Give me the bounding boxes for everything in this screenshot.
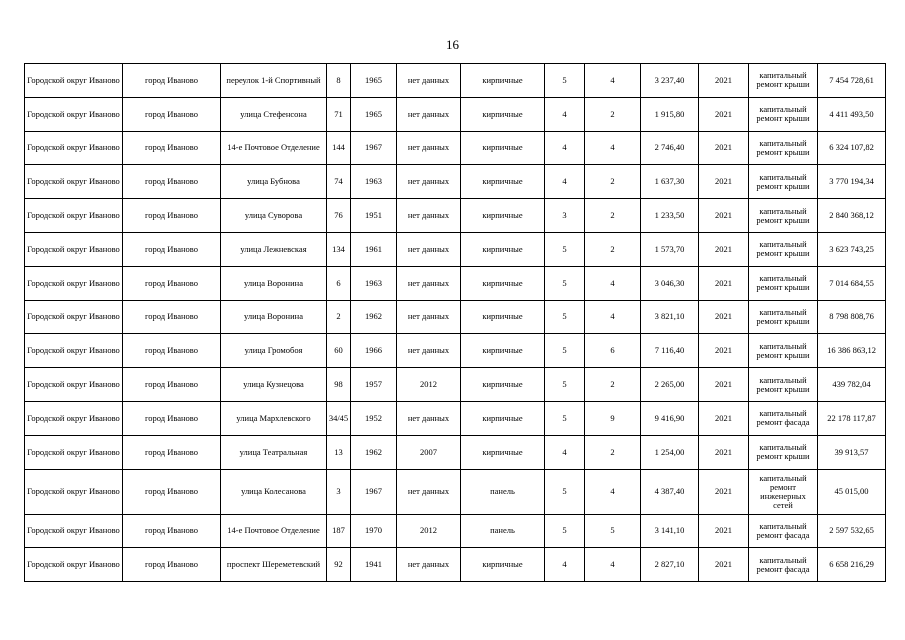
cost-cell: 22 178 117,87	[818, 401, 886, 435]
city-cell: город Иваново	[123, 131, 221, 165]
area-cell: 2 265,00	[641, 368, 699, 402]
entrances-cell: 2	[585, 97, 641, 131]
city-cell: город Иваново	[123, 97, 221, 131]
entrances-cell: 4	[585, 266, 641, 300]
district-cell: Городской округ Иваново	[25, 469, 123, 514]
year-built-cell: 1961	[351, 232, 397, 266]
plan-year-cell: 2021	[699, 401, 749, 435]
year-built-cell: 1970	[351, 514, 397, 548]
cost-cell: 6 658 216,29	[818, 548, 886, 582]
work-type-cell: капитальный ремонт крыши	[749, 131, 818, 165]
page-number: 16	[446, 37, 459, 52]
overhaul-year-cell: нет данных	[397, 401, 461, 435]
street-cell: улица Колесанова	[221, 469, 327, 514]
street-cell: проспект Шереметевский	[221, 548, 327, 582]
table-row	[25, 97, 886, 131]
year-built-cell: 1967	[351, 131, 397, 165]
work-type-cell: капитальный ремонт крыши	[749, 368, 818, 402]
cost-cell: 6 324 107,82	[818, 131, 886, 165]
city-cell: город Иваново	[123, 514, 221, 548]
entrances-cell: 4	[585, 548, 641, 582]
year-built-cell: 1941	[351, 548, 397, 582]
entrances-cell: 2	[585, 368, 641, 402]
wall-material-cell: кирпичные	[461, 165, 545, 199]
cost-cell: 7 454 728,61	[818, 64, 886, 98]
district-cell: Городской округ Иваново	[25, 334, 123, 368]
district-cell: Городской округ Иваново	[25, 300, 123, 334]
entrances-cell: 6	[585, 334, 641, 368]
area-cell: 1 233,50	[641, 199, 699, 233]
district-cell: Городской округ Иваново	[25, 266, 123, 300]
work-type-cell: капитальный ремонт крыши	[749, 334, 818, 368]
street-cell: улица Суворова	[221, 199, 327, 233]
year-built-cell: 1965	[351, 97, 397, 131]
plan-year-cell: 2021	[699, 368, 749, 402]
cost-cell: 4 411 493,50	[818, 97, 886, 131]
house-number-cell: 98	[327, 368, 351, 402]
entrances-cell: 2	[585, 435, 641, 469]
plan-year-cell: 2021	[699, 300, 749, 334]
table-row	[25, 64, 886, 98]
city-cell: город Иваново	[123, 548, 221, 582]
house-number-cell: 13	[327, 435, 351, 469]
cost-cell: 7 014 684,55	[818, 266, 886, 300]
house-number-cell: 60	[327, 334, 351, 368]
house-number-cell: 134	[327, 232, 351, 266]
table-row	[25, 131, 886, 165]
floors-cell: 5	[545, 514, 585, 548]
overhaul-year-cell: 2012	[397, 368, 461, 402]
entrances-cell: 4	[585, 300, 641, 334]
area-cell: 1 637,30	[641, 165, 699, 199]
floors-cell: 5	[545, 300, 585, 334]
street-cell: улица Воронина	[221, 266, 327, 300]
table-row	[25, 300, 886, 334]
city-cell: город Иваново	[123, 435, 221, 469]
city-cell: город Иваново	[123, 334, 221, 368]
wall-material-cell: кирпичные	[461, 131, 545, 165]
district-cell: Городской округ Иваново	[25, 548, 123, 582]
district-cell: Городской округ Иваново	[25, 165, 123, 199]
overhaul-year-cell: 2007	[397, 435, 461, 469]
table-row	[25, 232, 886, 266]
plan-year-cell: 2021	[699, 64, 749, 98]
table-row	[25, 199, 886, 233]
entrances-cell: 4	[585, 131, 641, 165]
work-type-cell: капитальный ремонт крыши	[749, 199, 818, 233]
table-row	[25, 266, 886, 300]
district-cell: Городской округ Иваново	[25, 131, 123, 165]
area-cell: 2 827,10	[641, 548, 699, 582]
area-cell: 2 746,40	[641, 131, 699, 165]
house-number-cell: 3	[327, 469, 351, 514]
overhaul-year-cell: нет данных	[397, 64, 461, 98]
year-built-cell: 1966	[351, 334, 397, 368]
area-cell: 7 116,40	[641, 334, 699, 368]
street-cell: улица Мархлевского	[221, 401, 327, 435]
house-number-cell: 144	[327, 131, 351, 165]
cost-cell: 3 770 194,34	[818, 165, 886, 199]
house-number-cell: 187	[327, 514, 351, 548]
year-built-cell: 1957	[351, 368, 397, 402]
city-cell: город Иваново	[123, 232, 221, 266]
plan-year-cell: 2021	[699, 232, 749, 266]
overhaul-year-cell: нет данных	[397, 165, 461, 199]
city-cell: город Иваново	[123, 300, 221, 334]
cost-cell: 39 913,57	[818, 435, 886, 469]
year-built-cell: 1965	[351, 64, 397, 98]
wall-material-cell: кирпичные	[461, 97, 545, 131]
street-cell: улица Кузнецова	[221, 368, 327, 402]
plan-year-cell: 2021	[699, 514, 749, 548]
work-type-cell: капитальный ремонт крыши	[749, 266, 818, 300]
overhaul-year-cell: нет данных	[397, 334, 461, 368]
entrances-cell: 9	[585, 401, 641, 435]
year-built-cell: 1962	[351, 300, 397, 334]
floors-cell: 5	[545, 232, 585, 266]
overhaul-year-cell: нет данных	[397, 548, 461, 582]
floors-cell: 4	[545, 97, 585, 131]
street-cell: 14-е Почтовое Отделение	[221, 131, 327, 165]
city-cell: город Иваново	[123, 469, 221, 514]
entrances-cell: 5	[585, 514, 641, 548]
wall-material-cell: кирпичные	[461, 300, 545, 334]
table-row	[25, 435, 886, 469]
wall-material-cell: кирпичные	[461, 232, 545, 266]
plan-year-cell: 2021	[699, 435, 749, 469]
overhaul-year-cell: нет данных	[397, 199, 461, 233]
area-cell: 3 821,10	[641, 300, 699, 334]
work-type-cell: капитальный ремонт фасада	[749, 514, 818, 548]
plan-year-cell: 2021	[699, 266, 749, 300]
cost-cell: 2 597 532,65	[818, 514, 886, 548]
street-cell: 14-е Почтовое Отделение	[221, 514, 327, 548]
house-number-cell: 92	[327, 548, 351, 582]
city-cell: город Иваново	[123, 266, 221, 300]
district-cell: Городской округ Иваново	[25, 232, 123, 266]
wall-material-cell: кирпичные	[461, 401, 545, 435]
city-cell: город Иваново	[123, 401, 221, 435]
floors-cell: 5	[545, 266, 585, 300]
district-cell: Городской округ Иваново	[25, 435, 123, 469]
house-number-cell: 76	[327, 199, 351, 233]
plan-year-cell: 2021	[699, 199, 749, 233]
street-cell: улица Лежневская	[221, 232, 327, 266]
cost-cell: 439 782,04	[818, 368, 886, 402]
work-type-cell: капитальный ремонт крыши	[749, 300, 818, 334]
street-cell: улица Воронина	[221, 300, 327, 334]
plan-year-cell: 2021	[699, 165, 749, 199]
overhaul-year-cell: нет данных	[397, 131, 461, 165]
house-number-cell: 71	[327, 97, 351, 131]
area-cell: 1 915,80	[641, 97, 699, 131]
plan-year-cell: 2021	[699, 469, 749, 514]
city-cell: город Иваново	[123, 368, 221, 402]
entrances-cell: 4	[585, 64, 641, 98]
entrances-cell: 2	[585, 232, 641, 266]
cost-cell: 8 798 808,76	[818, 300, 886, 334]
plan-year-cell: 2021	[699, 131, 749, 165]
wall-material-cell: кирпичные	[461, 435, 545, 469]
house-number-cell: 8	[327, 64, 351, 98]
plan-year-cell: 2021	[699, 334, 749, 368]
table-row	[25, 514, 886, 548]
table-row	[25, 401, 886, 435]
house-number-cell: 2	[327, 300, 351, 334]
city-cell: город Иваново	[123, 199, 221, 233]
work-type-cell: капитальный ремонт крыши	[749, 232, 818, 266]
area-cell: 9 416,90	[641, 401, 699, 435]
entrances-cell: 4	[585, 469, 641, 514]
floors-cell: 5	[545, 64, 585, 98]
district-cell: Городской округ Иваново	[25, 199, 123, 233]
area-cell: 3 237,40	[641, 64, 699, 98]
wall-material-cell: кирпичные	[461, 334, 545, 368]
work-type-cell: капитальный ремонт инженерных сетей	[749, 469, 818, 514]
street-cell: переулок 1-й Спортивный	[221, 64, 327, 98]
floors-cell: 5	[545, 401, 585, 435]
cost-cell: 16 386 863,12	[818, 334, 886, 368]
table-row	[25, 368, 886, 402]
wall-material-cell: кирпичные	[461, 266, 545, 300]
floors-cell: 5	[545, 469, 585, 514]
year-built-cell: 1963	[351, 266, 397, 300]
plan-year-cell: 2021	[699, 548, 749, 582]
floors-cell: 5	[545, 334, 585, 368]
year-built-cell: 1952	[351, 401, 397, 435]
cost-cell: 2 840 368,12	[818, 199, 886, 233]
floors-cell: 4	[545, 165, 585, 199]
table-body	[25, 64, 886, 582]
district-cell: Городской округ Иваново	[25, 97, 123, 131]
district-cell: Городской округ Иваново	[25, 368, 123, 402]
cost-cell: 3 623 743,25	[818, 232, 886, 266]
floors-cell: 3	[545, 199, 585, 233]
table-row	[25, 165, 886, 199]
entrances-cell: 2	[585, 165, 641, 199]
house-number-cell: 6	[327, 266, 351, 300]
overhaul-year-cell: нет данных	[397, 232, 461, 266]
area-cell: 1 573,70	[641, 232, 699, 266]
table-row	[25, 334, 886, 368]
year-built-cell: 1951	[351, 199, 397, 233]
year-built-cell: 1962	[351, 435, 397, 469]
floors-cell: 4	[545, 435, 585, 469]
work-type-cell: капитальный ремонт фасада	[749, 401, 818, 435]
overhaul-year-cell: нет данных	[397, 266, 461, 300]
house-number-cell: 74	[327, 165, 351, 199]
work-type-cell: капитальный ремонт крыши	[749, 97, 818, 131]
table-row	[25, 548, 886, 582]
wall-material-cell: кирпичные	[461, 368, 545, 402]
district-cell: Городской округ Иваново	[25, 64, 123, 98]
area-cell: 4 387,40	[641, 469, 699, 514]
overhaul-year-cell: нет данных	[397, 300, 461, 334]
overhaul-year-cell: 2012	[397, 514, 461, 548]
overhaul-year-cell: нет данных	[397, 469, 461, 514]
wall-material-cell: кирпичные	[461, 199, 545, 233]
wall-material-cell: панель	[461, 469, 545, 514]
work-type-cell: капитальный ремонт крыши	[749, 165, 818, 199]
year-built-cell: 1967	[351, 469, 397, 514]
floors-cell: 5	[545, 368, 585, 402]
work-type-cell: капитальный ремонт крыши	[749, 435, 818, 469]
table-row	[25, 469, 886, 514]
floors-cell: 4	[545, 131, 585, 165]
street-cell: улица Бубнова	[221, 165, 327, 199]
overhaul-year-cell: нет данных	[397, 97, 461, 131]
house-number-cell: 34/45	[327, 401, 351, 435]
work-type-cell: капитальный ремонт крыши	[749, 64, 818, 98]
year-built-cell: 1963	[351, 165, 397, 199]
street-cell: улица Театральная	[221, 435, 327, 469]
street-cell: улица Стефенсона	[221, 97, 327, 131]
area-cell: 3 046,30	[641, 266, 699, 300]
housing-register-table	[24, 63, 886, 582]
district-cell: Городской округ Иваново	[25, 514, 123, 548]
floors-cell: 4	[545, 548, 585, 582]
work-type-cell: капитальный ремонт фасада	[749, 548, 818, 582]
district-cell: Городской округ Иваново	[25, 401, 123, 435]
entrances-cell: 2	[585, 199, 641, 233]
street-cell: улица Громобоя	[221, 334, 327, 368]
wall-material-cell: кирпичные	[461, 64, 545, 98]
cost-cell: 45 015,00	[818, 469, 886, 514]
wall-material-cell: панель	[461, 514, 545, 548]
city-cell: город Иваново	[123, 64, 221, 98]
area-cell: 3 141,10	[641, 514, 699, 548]
plan-year-cell: 2021	[699, 97, 749, 131]
area-cell: 1 254,00	[641, 435, 699, 469]
wall-material-cell: кирпичные	[461, 548, 545, 582]
city-cell: город Иваново	[123, 165, 221, 199]
